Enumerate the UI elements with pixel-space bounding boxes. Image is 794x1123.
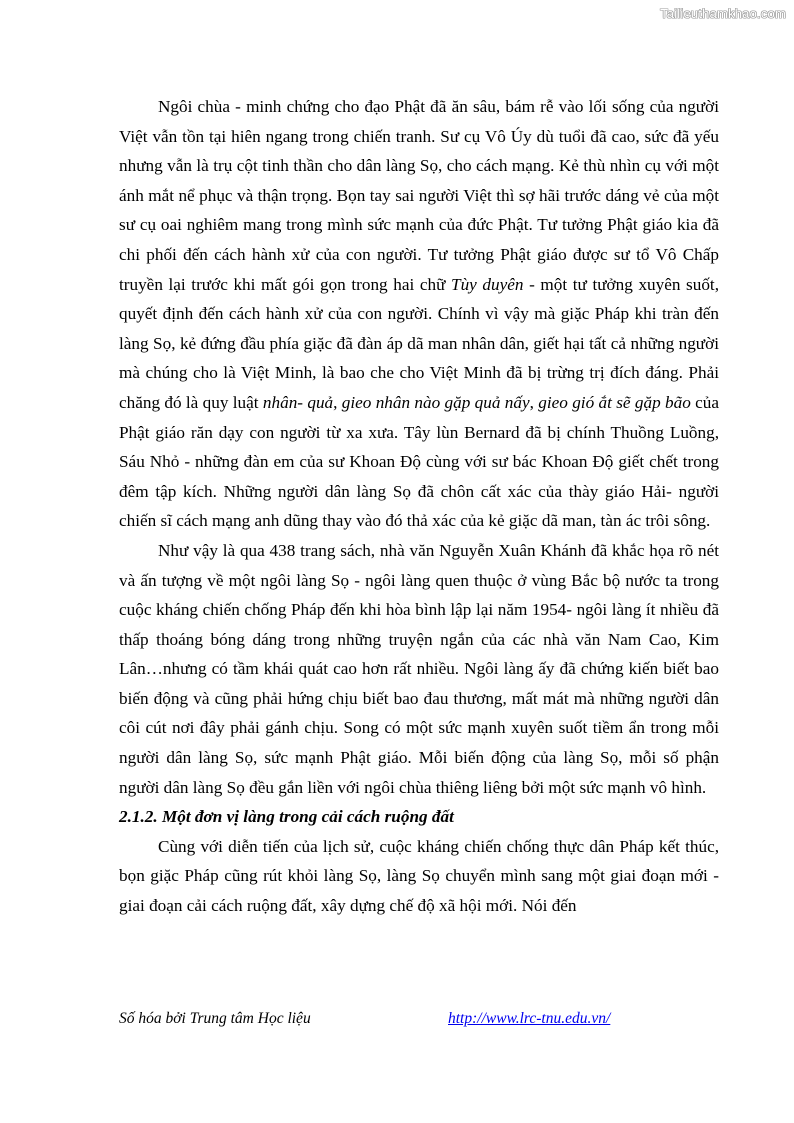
p1-emphasis-gieo-gio: gieo gió ắt sẽ gặp bão — [538, 392, 691, 412]
section-heading: 2.1.2. Một đơn vị làng trong cải cách ruộng đất — [119, 807, 454, 827]
p1-text-2: - một tư tưởng xuyên suốt, quyết định đến cách hành xử của con người. Chính vì vậy mà giặc Pháp khi tràn đến làng Sọ, kẻ đứng đầu phía giặc đã đàn áp dã man nhân dân, giết hại tất cả những người mà chúng cho là Việt Minh, là bao che cho Việt Minh đã bị trừng trị đích đáng. Phải chăng đó là quy luật — [119, 274, 720, 412]
paragraph-1 — [119, 92, 719, 536]
p1-emphasis-gieo-nhan: gieo nhân nào gặp quả nấy — [341, 392, 530, 412]
footer-link[interactable]: http://www.lrc-tnu.edu.vn/ — [448, 1010, 611, 1027]
page-body — [119, 92, 719, 921]
footer-credit: Số hóa bởi Trung tâm Học liệu — [119, 1010, 311, 1027]
p1-emphasis-tuy-duyen: Tùy duyên — [451, 274, 524, 294]
watermark: Tailieuthamkhao.com — [660, 6, 786, 21]
p1-text-5: của Phật giáo răn dạy con người từ xa xưa. Tây lùn Bernard đã bị chính Thuồng Luồng, Sáu Nhỏ - những đàn em của sư Khoan Độ cùng với sư bác Khoan Độ giết chết trong đêm tập kích. Những người dân làng Sọ đã chôn cất xác của thày giáo Hải- người chiến sĩ cách mạng anh dũng thay vào đó thả xác của kẻ giặc dã man, tàn ác trôi sông. — [119, 392, 719, 531]
p1-text-4: , — [529, 392, 539, 412]
p1-text-3: , — [333, 392, 342, 412]
p1-emphasis-nhan-qua: nhân- quả — [262, 392, 334, 412]
paragraph-3: Cùng với diễn tiến của lịch sử, cuộc kháng chiến chống thực dân Pháp kết thúc, bọn giặc Pháp cũng rút khỏi làng Sọ, làng Sọ chuyển mình sang một giai đoạn mới - giai đoạn cải cách ruộng đất, xây dựng chế độ xã hội mới. Nói đến — [119, 836, 719, 916]
paragraph-2: Như vậy là qua 438 trang sách, nhà văn Nguyễn Xuân Khánh đã khắc họa rõ nét và ấn tượng về một ngôi làng Sọ - ngôi làng quen thuộc ở vùng Bắc bộ nước ta trong cuộc kháng chiến chống Pháp đến khi hòa bình lập lại năm 1954- ngôi làng ít nhiều đã thấp thoáng bóng dáng trong những truyện ngắn của các nhà văn Nam Cao, Kim Lân…nhưng có tầm khái quát cao hơn rất nhiều. Ngôi làng ấy đã chứng kiến biết bao biến động và cũng phải hứng chịu biết bao đau thương, mất mát mà những người dân côi cút nơi đây phải gánh chịu. Song có một sức mạnh xuyên suốt tiềm ẩn trong mỗi người dân làng Sọ, sức mạnh Phật giáo. Mỗi biến động của làng Sọ, mỗi số phận người dân làng Sọ đều gắn liền với ngôi chùa thiêng liêng bởi một sức mạnh vô hình. — [119, 540, 719, 797]
p1-text-1: Ngôi chùa - minh chứng cho đạo Phật đã ăn sâu, bám rễ vào lối sống của người Việt vẫn tồn tại hiên ngang trong chiến tranh. Sư cụ Vô Úy dù tuổi đã cao, sức đã yếu nhưng vẫn là trụ cột tinh thần cho dân làng Sọ, cho cách mạng. Kẻ thù nhìn cụ với một ánh mắt nể phục và thận trọng. Bọn tay sai người Việt thì sợ hãi trước dáng vẻ của một sư cụ oai nghiêm mang trong mình sức mạnh của đức Phật. Tư tưởng Phật giáo kia đã chi phối đến cách hành xử của con người. Tư tưởng Phật giáo được sư tổ Vô Chấp truyền lại trước khi mất gói gọn trong hai chữ — [119, 97, 719, 294]
